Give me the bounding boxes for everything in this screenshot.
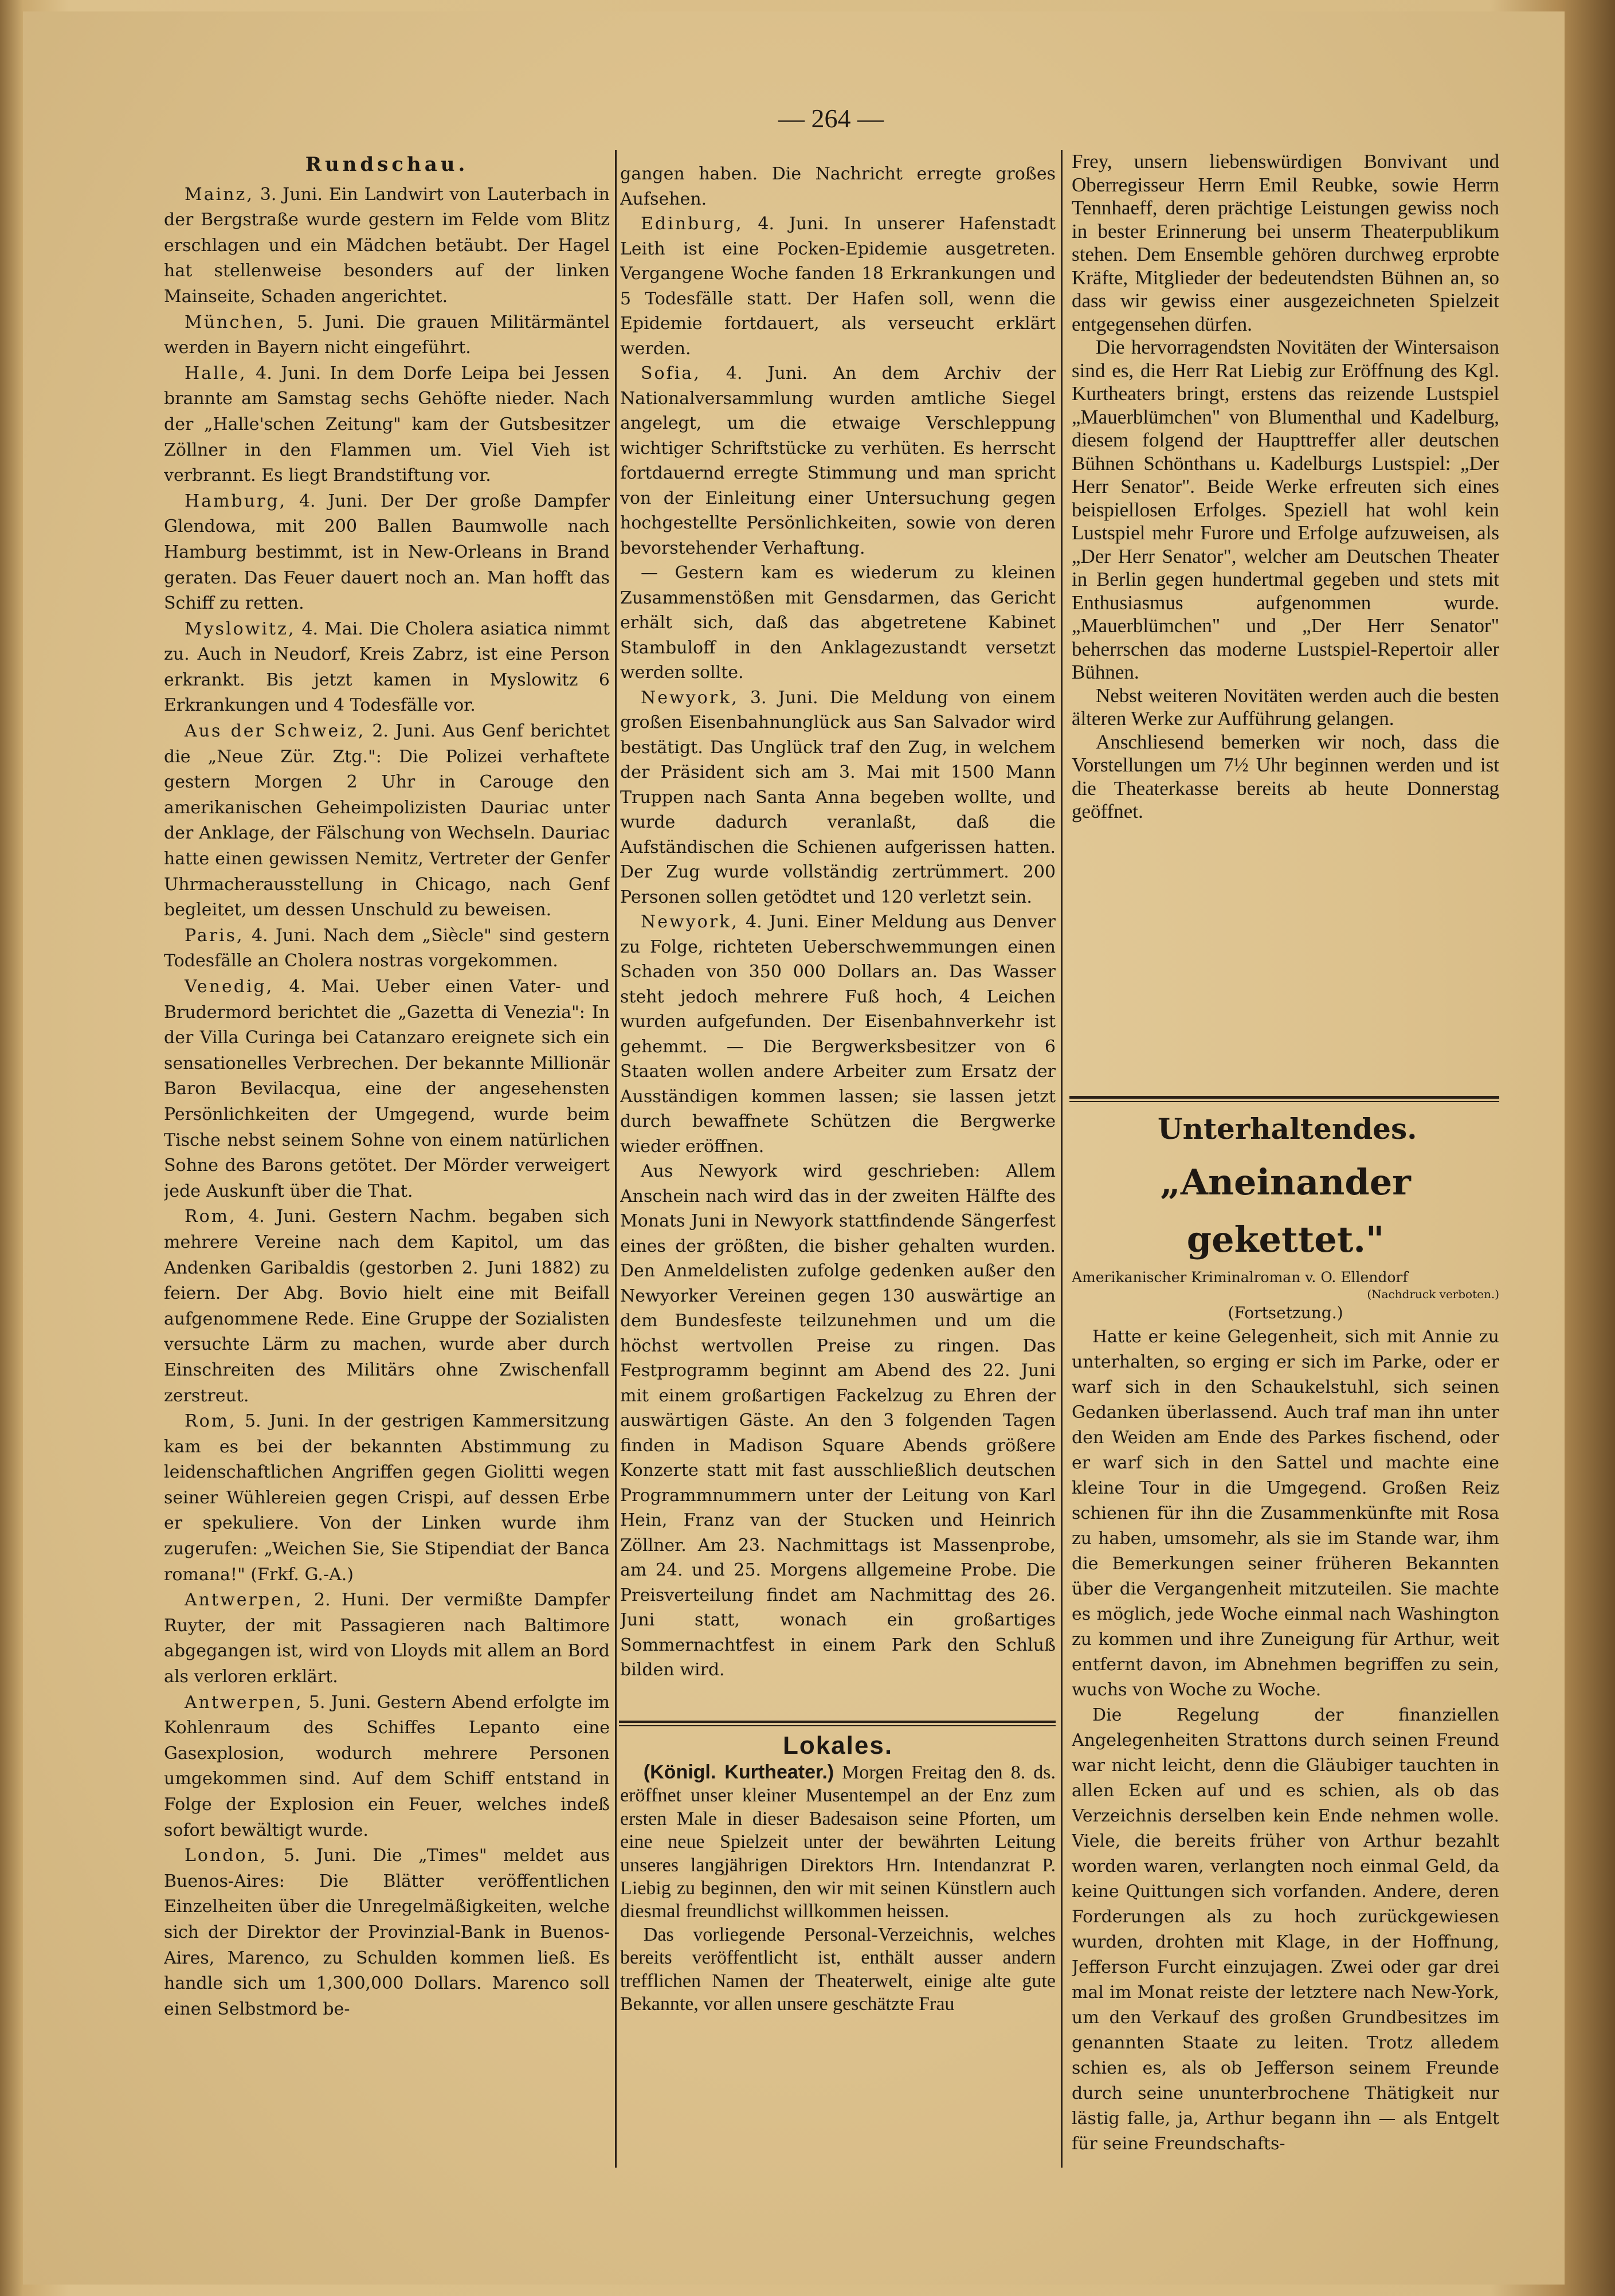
column-rule-1 <box>615 150 617 2168</box>
paragraph: Frey, unsern liebenswürdigen Bonvivant und Oberregisseur Herrn Emil Reubke, sowie Herrn Tennhaeff, deren prächtige Leistungen gewiss noch in bester Erinnerung bei unserm Theaterpublikum stehen. Dem Ensemble gehören durchweg erprobte Kräfte, Mitglieder der bedeutendsten Bühnen an, so dass wir gewiss einer ausgezeichneten Spielzeit entgegensehen dürfen. <box>1072 150 1499 335</box>
article: Antwerpen, 2. Huni. Der vermißte Dampfer Ruyter, der mit Passagieren nach Baltimore abgegangen ist, wird von Lloyds mit allem an Bord als verloren erklärt. <box>164 1590 610 1687</box>
article: München, 5. Juni. Die grauen Militärmäntel werden in Bayern nicht eingeführt. <box>164 312 610 358</box>
article: Newyork, 3. Juni. Die Meldung von einem großen Eisenbahnunglück aus San Salvador wird bestätigt. Das Unglück traf den Zug, in welchem der Präsident sich am 3. Mai mit 1500 Mann Truppen nach Santa Anna begeben wollte, und wurde dadurch veranlaßt, daß die Aufständischen die Schienen aufgerissen hatten. Der Zug wurde vollständig zertrümmert. 200 Personen sollen getödtet und 120 verletzt sein. <box>620 687 1056 907</box>
article: Aus der Schweiz, 2. Juni. Aus Genf berichtet die „Neue Zür. Ztg.": Die Polizei verhaftete gestern Morgen 2 Uhr in Carouge den amerikanischen Geheimpolizisten Dauriac unter der Anklage, der Fälschung von Wechseln. Dauriac hatte einen gewissen Nemitz, Vertreter der Genfer Uhrmacherausstellung in Chicago, nach Genf begleitet, um dessen Unschuld zu beweisen. <box>164 721 610 920</box>
novel-title: „Aneinander gekettet." <box>1160 1161 1411 1260</box>
article: Mainz, 3. Juni. Ein Landwirt von Lauterbach in der Bergstraße wurde gestern im Felde vom Blitz erschlagen und ein Mädchen betäubt. Der Hagel hat stellenweise besonders auf der linken Mainseite, Schaden angerichtet. <box>164 184 610 307</box>
article: London, 5. Juni. Die „Times" meldet aus Buenos-Aires: Die Blätter veröffentlichen Einzelheiten über die Unregelmäßigkeiten, welche sich der Direktor der Provinzial-Bank in Buenos-Aires, Marenco, zu Schulden kommen ließ. Es handle sich um 1,300,000 Dollars. Marenco soll einen Selbstmord be- <box>164 1846 610 2019</box>
section-heading-rundschau: Rundschau. <box>305 153 469 176</box>
col3-theater-text <box>1072 150 1499 824</box>
lokales-rule-top <box>619 1721 1056 1723</box>
article: Aus Newyork wird geschrieben: Allem Anschein nach wird das in der zweiten Hälfte des Monats Juni in Newyork stattfindende Sängerfest eines der größten, die bisher gehalten wurden. Den Anmeldelisten zufolge gedenken außer den Newyorker Vereinen gegen 130 auswärtige an dem Bundesfeste teilzunehmen und um die höchst wertvollen Preise zu ringen. Das Festprogramm beginnt am Abend des 22. Juni mit einem großartigen Fackelzug zu Ehren der auswärtigen Gäste. An den 3 folgenden Tagen finden in Madison Square Abends größere Konzerte statt mit fast ausschließlich deutschen Programmnummern unter der Leitung von Karl Hein, Franz van der Stucken und Heinrich Zöllner. Am 23. Nachmittags ist Massenprobe, am 24. und 25. Morgens allgemeine Probe. Die Preisverteilung findet am Nachmittag des 26. Juni statt, wonach ein großartiges Sommernachtfest in einem Park den Schluß bilden wird. <box>620 1161 1056 1680</box>
article: Antwerpen, 5. Juni. Gestern Abend erfolgte im Kohlenraum des Schiffes Lepanto eine Gasexplosion, wodurch mehrere Personen umgekommen sind. Auf dem Schiff entstand in Folge der Explosion ein Feuer, welches indeß sofort bewältigt wurde. <box>164 1692 610 1840</box>
paragraph: Anschliesend bemerken wir noch, dass die Vorstellungen um 7½ Uhr beginnen werden und ist die Theaterkasse bereits ab heute Donnerstag geöffnet. <box>1072 730 1499 822</box>
article: — Gestern kam es wiederum zu kleinen Zusammenstößen mit Gensdarmen, das Gericht erhält sich, daß das abgetretene Kabinet Stambuloff in den Anklagezustandt versetzt werden sollte. <box>620 563 1056 683</box>
novel-body <box>1072 1325 1499 2157</box>
article: Hamburg, 4. Juni. Der Der große Dampfer Glendowa, mit 200 Ballen Baumwolle nach Hamburg bestimmt, ist in New-Orleans in Brand geraten. Das Feuer dauert noch an. Man hofft das Schiff zu retten. <box>164 491 610 614</box>
novel-subtitle: Amerikanischer Kriminalroman v. O. Ellendorf <box>1072 1269 1408 1286</box>
unterhaltendes-section <box>1072 1109 1499 2169</box>
article: Rom, 4. Juni. Gestern Nachm. begaben sich mehrere Vereine nach dem Kapitol, um das Andenken Garibaldis (gestorben 2. Juni 1882) zu feiern. Der Abg. Bovio hielt eine mit Beifall aufgenommene Rede. Eine Gruppe der Sozialisten versuchte Lärm zu machen, wurde aber durch Einschreiten des Militärs ohne Zwischenfall zerstreut. <box>164 1206 610 1406</box>
article: Newyork, 4. Juni. Einer Meldung aus Denver zu Folge, richteten Ueberschwemmungen einen Schaden von 350 000 Dollars an. Das Wasser steht jedoch mehrere Fuß hoch, 4 Leichen wurden aufgefunden. Der Eisenbahnverkehr ist gehemmt. — Die Bergwerksbesitzer von 6 Staaten wollen andere Arbeiter zum Ersatz der Ausständigen kommen lassen; sie lassen jetzt durch bewaffnete Schützen die Bergwerke wieder eröffnen. <box>620 912 1056 1157</box>
lokales-body <box>620 1761 1056 2016</box>
unterhaltendes-rule-thin <box>1069 1101 1499 1102</box>
lokales-heading: Lokales. <box>782 1731 893 1760</box>
article: Myslowitz, 4. Mai. Die Cholera asiatica nimmt zu. Auch in Neudorf, Kreis Zabrz, ist eine Person erkrankt. Bis jetzt kamen in Myslowitz 6 Erkrankungen und 4 Todesfälle vor. <box>164 618 610 716</box>
section-heading-unterhaltendes: Unterhaltendes. <box>1158 1112 1417 1146</box>
article: Sofia, 4. Juni. An dem Archiv der Nationalversammlung wurden amtliche Siegel angelegt, um die etwaige Verschleppung wichtiger Schriftstücke zu verhüten. Es herrscht fortdauernd erregte Stimmung und man spricht von der Einleitung einer Untersuchung gegen hochgestellte Persönlichkeiten, sowie von deren bevorstehender Verhaftung. <box>620 363 1056 558</box>
column-rule-2 <box>1061 150 1063 2168</box>
lokales-paragraph: Das vorliegende Personal-Verzeichnis, welches bereits veröffentlicht ist, enthält ausser andern trefflichen Namen der Theaterwelt, einige alte gute Bekannte, vor allen unsere geschätzte Frau <box>620 1923 1056 2015</box>
lokales-paragraph: (Königl. Kurtheater.) Morgen Freitag den 8. ds. eröffnet unser kleiner Musentempel an der Enz zum ersten Male in dieser Badesaison seine Pforten, um eine neue Spielzeit unter der bewährten Leitung unseres langjährigen Direktors Hrn. Intendanzrat P. Liebig zu beginnen, den wir mit seinen Künstlern auch diesmal freundlichst willkommen heissen. <box>620 1761 1056 1922</box>
col2-articles <box>620 162 1056 1683</box>
lokales-rule-top-thin <box>619 1725 1056 1726</box>
article: Halle, 4. Juni. In dem Dorfe Leipa bei Jessen brannte am Samstag sechs Gehöfte nieder. Nach der „Halle'schen Zeitung" kam der Gutsbesitzer Zöllner in den Flammen um. Viel Vieh ist verbrannt. Es liegt Brandstiftung vor. <box>164 363 610 486</box>
column-3 <box>1072 150 1499 1096</box>
article: Rom, 5. Juni. In der gestrigen Kammersitzung kam es bei der bekannten Abstimmung zu leidenschaftlichen Angriffen gegen Giolitti wegen seiner Wühlereien gegen Crispi, auf dessen Erbe er spekuliere. Von der Linken wurde ihm zugerufen: „Weichen Sie, Sie Stipendiat der Banca romana!" (Frkf. G.-A.) <box>164 1411 610 1585</box>
novel-paragraph: Hatte er keine Gelegenheit, sich mit Annie zu unterhalten, so erging er sich im Parke, oder er warf sich in den Schaukelstuhl, sich seinen Gedanken überlassend. Auch traf man ihn unter den Weiden am Ende des Parkes fischend, oder er warf sich in den Sattel und machte eine kleine Tour in die Umgegend. Großen Reiz schienen für ihn die Zusammenkünfte mit Rosa zu haben, umsomehr, als sie im Stande war, ihm die Bemerkungen seiner früheren Bekannten über die Vergangenheit mitzuteilen. Sie machte es möglich, jede Woche einmal nach Washington zu kommen und ihre Zuneigung für Arthur, weit entfernt davon, im Abnehmen begriffen zu sein, wuchs von Woche zu Woche. <box>1072 1327 1499 1700</box>
paragraph: Die hervorragendsten Novitäten der Wintersaison sind es, die Herr Rat Liebig zur Eröffnung des Kgl. Kurtheaters bringt, erstens das reizende Lustspiel „Mauerblümchen" von Blumenthal und Kadelburg, diesem folgend der Haupttreffer aller deutschen Bühnen Schönthans u. Kadelburgs Lustspiel: „Der Herr Senator". Beide Werke erfreuten sich eines beispiellosen Erfolges. Speziell hat wohl kein Lustspiel mehr Furore und Erfolge aufzuweisen, als „Der Herr Senator", welcher am Deutschen Theater in Berlin gegen hundertmal gegeben und stets mit Enthusiasmus aufgenommen wurde. „Mauerblümchen" und „Der Herr Senator" beherrschen das moderne Lustspiel-Repertoir aller Bühnen. <box>1072 336 1499 683</box>
col1-articles <box>164 182 610 2023</box>
novel-note: (Nachdruck verboten.) <box>1367 1287 1499 1301</box>
lokales-section <box>620 1731 1056 2166</box>
column-1 <box>164 152 610 2158</box>
article: gangen haben. Die Nachricht erregte großes Aufsehen. <box>620 164 1056 209</box>
unterhaltendes-rule <box>1069 1096 1499 1099</box>
article: Paris, 4. Juni. Nach dem „Siècle" sind gestern Todesfälle an Cholera nostras vorgekommen. <box>164 925 610 971</box>
novel-continuation: (Fortsetzung.) <box>1228 1303 1343 1322</box>
novel-paragraph: Die Regelung der finanziellen Angelegenheiten Strattons durch seinen Freund war nicht leicht, denn die Gläubiger tauchten in allen Ecken auf und es schien, als ob das Verzeichnis derselben kein Ende nehmen wolle. Viele, die bereits früher von Arthur bezahlt worden waren, verlangten noch einmal Geld, da keine Quittungen sich vorfanden. Andere, deren Forderungen als zu hoch zurückgewiesen wurden, drohten mit Klage, in der Hoffnung, Jefferson Furcht einzujagen. Zwei oder gar drei mal im Monat reiste der letztere nach New-York, um den Verkauf des großen Grundbesitzes im genannten Staate zu leiten. Trotz alledem schien es, als ob Jefferson seinem Freunde durch seine ununterbrochene Thätigkeit nur lästig falle, ja, Arthur begann ihn — als Entgelt für seine Freundschafts- <box>1072 1705 1499 2154</box>
article: Edinburg, 4. Juni. In unserer Hafenstadt Leith ist eine Pocken-Epidemie ausgetreten. Vergangene Woche fanden 18 Erkrankungen und 5 Todesfälle statt. Der Hafen soll, wenn die Epidemie fortdauert, als verseucht erklärt werden. <box>620 214 1056 359</box>
page-number: — 264 — <box>778 104 884 133</box>
article: Venedig, 4. Mai. Ueber einen Vater- und Brudermord berichtet die „Gazetta di Venezia": In der Villa Curinga bei Catanzaro ereignete sich ein sensationelles Verbrechen. Der bekannte Millionär Baron Bevilacqua, eine der angesehensten Persönlichkeiten der Umgegend, wurde beim Tische nebst seinem Sohne von einem natürlichen Sohne des Barons getötet. Der Mörder verweigert jede Auskunft über die That. <box>164 977 610 1201</box>
paragraph: Nebst weiteren Novitäten werden auch die besten älteren Werke zur Aufführung gelangen. <box>1072 684 1499 730</box>
